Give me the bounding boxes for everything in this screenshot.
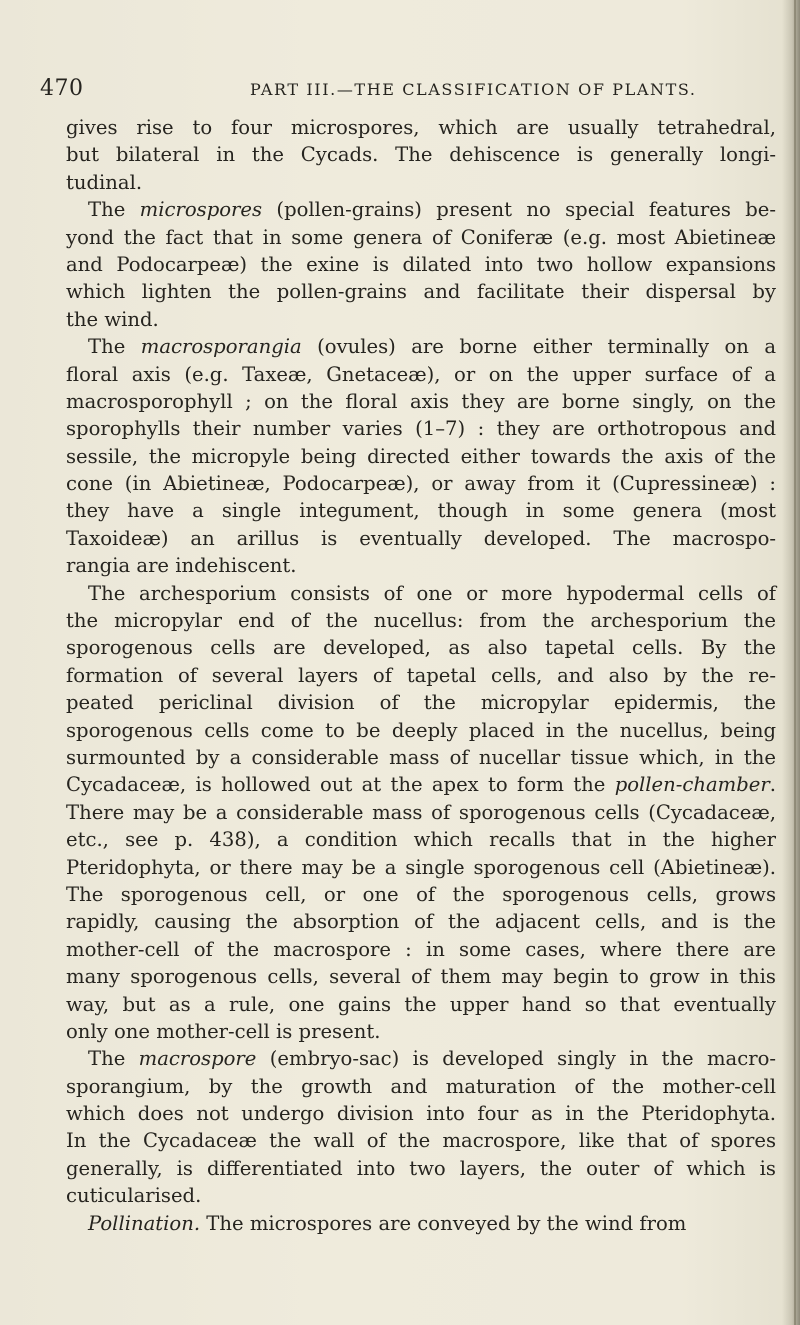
text-run: The microspores are conveyed by the wind from xyxy=(200,1211,687,1235)
text-line: mother-cell of the macrospore : in some cases, where there are xyxy=(66,937,776,961)
text-line: etc., see p. 438), a condition which recalls that in the higher xyxy=(66,828,776,852)
text-line xyxy=(66,1210,776,1237)
text-line: and Podocarpeæ) the exine is dilated into two hollow expansions xyxy=(66,252,776,276)
text-run: The xyxy=(88,198,140,222)
text-line: but bilateral in the Cycads. The dehiscence is generally longi- xyxy=(66,143,776,167)
text-line: sporophylls their number varies (1–7) : they are orthotropous and xyxy=(66,417,776,441)
text-line: they have a single integument, though in some genera (most xyxy=(66,499,776,523)
text-line: Pteridophyta, or there may be a single sporogenous cell (Abietineæ). xyxy=(66,855,776,879)
text-line: Taxoideæ) an arillus is eventually developed. The macrospo- xyxy=(66,526,776,550)
page-edge-shadow xyxy=(782,0,800,1325)
text-line: tudinal. xyxy=(66,170,143,194)
text-run: Cycadaceæ, is hollowed out at the apex to form the xyxy=(66,773,615,797)
text-line: many sporogenous cells, several of them may begin to grow in this xyxy=(66,965,776,989)
text-line: cone (in Abietineæ, Podocarpeæ), or away from it (Cupressineæ) : xyxy=(66,472,776,496)
text-line: surmounted by a considerable mass of nucellar tissue which, in the xyxy=(66,745,776,769)
text-run: (ovules) are borne either terminally on a xyxy=(301,335,777,359)
text-run: (embryo-sac) is developed singly in the macro- xyxy=(256,1047,776,1071)
text-line: which does not undergo division into four as in the Pteridophyta. xyxy=(66,1102,776,1126)
text-line: the wind. xyxy=(66,307,159,331)
text-line xyxy=(66,333,776,360)
text-line: cuticularised. xyxy=(66,1184,202,1208)
text-line: There may be a considerable mass of sporogenous cells (Cycadaceæ, xyxy=(66,800,776,824)
body-text xyxy=(66,114,776,1237)
text-run: (pollen-grains) present no special features be- xyxy=(262,198,776,222)
text-line: formation of several layers of tapetal cells, and also by the re- xyxy=(66,663,776,687)
text-line: yond the fact that in some genera of Coniferæ (e.g. most Abietineæ xyxy=(66,225,776,249)
text-line xyxy=(66,1045,776,1072)
text-line: peated periclinal division of the micropylar epidermis, the xyxy=(66,691,776,715)
page-number: 470 xyxy=(40,76,84,101)
text-line: sporogenous cells come to be deeply placed in the nucellus, being xyxy=(66,718,776,742)
text-line: sessile, the micropyle being directed either towards the axis of the xyxy=(66,444,776,468)
page-edge-line xyxy=(794,0,796,1325)
text-line xyxy=(66,196,776,223)
page-header xyxy=(40,76,800,106)
italic-term: microspores xyxy=(139,198,263,222)
text-line: The sporogenous cell, or one of the sporogenous cells, grows xyxy=(66,882,776,906)
text-line: which lighten the pollen-grains and facilitate their dispersal by xyxy=(66,280,776,304)
text-line: The archesporium consists of one or more hypodermal cells of xyxy=(88,581,776,605)
text-line: gives rise to four microspores, which are usually tetrahedral, xyxy=(66,116,776,139)
italic-term: macrosporangia xyxy=(140,335,302,359)
text-line: rapidly, causing the absorption of the adjacent cells, and is the xyxy=(66,910,776,934)
text-run: The xyxy=(88,1047,139,1071)
text-line: generally, is differentiated into two layers, the outer of which is xyxy=(66,1156,776,1180)
running-head: PART III.—THE CLASSIFICATION OF PLANTS. xyxy=(250,80,697,99)
text-run: The xyxy=(88,335,141,359)
italic-term: pollen-chamber xyxy=(614,773,770,797)
text-line: macrosporophyll ; on the floral axis they are borne singly, on the xyxy=(66,389,776,413)
text-line: the micropylar end of the nucellus: from the archesporium the xyxy=(66,609,776,633)
text-line: only one mother-cell is present. xyxy=(66,1019,381,1043)
italic-term: Pollination. xyxy=(88,1211,201,1235)
text-line: sporangium, by the growth and maturation of the mother-cell xyxy=(66,1074,776,1098)
text-line: way, but as a rule, one gains the upper hand so that eventually xyxy=(66,992,776,1016)
text-line: sporogenous cells are developed, as also tapetal cells. By the xyxy=(66,636,776,660)
text-line: In the Cycadaceæ the wall of the macrospore, like that of spores xyxy=(66,1129,776,1153)
text-run: . xyxy=(769,773,776,797)
italic-term: macrospore xyxy=(138,1047,257,1071)
text-line xyxy=(66,771,776,798)
text-line: floral axis (e.g. Taxeæ, Gnetaceæ), or on the upper surface of a xyxy=(66,362,776,386)
text-line: rangia are indehiscent. xyxy=(66,554,297,578)
